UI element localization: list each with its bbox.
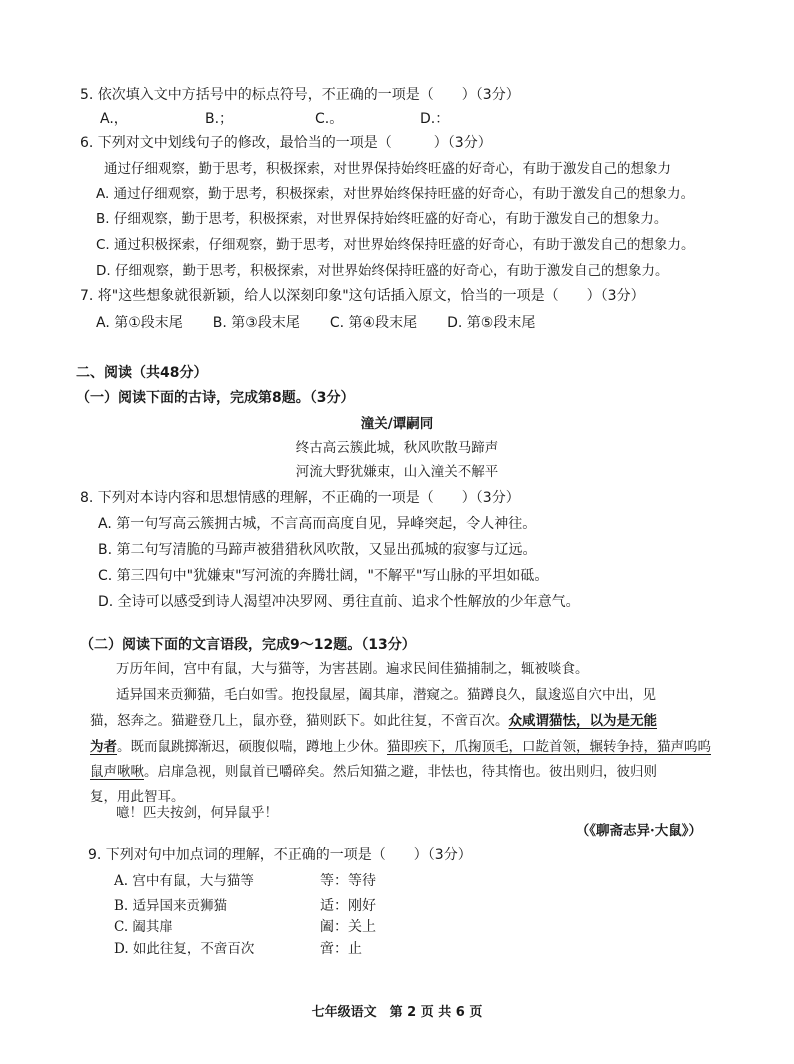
passage-paragraph-3: 噫！匹夫按剑，何异鼠乎！: [116, 805, 278, 821]
q8-option-c: C. 第三四句中"犹嫌束"写河流的奔腾壮阔，"不解平"写山脉的平坦如砥。: [98, 568, 549, 584]
q8-option-d: D. 全诗可以感受到诗人渴望冲决罗网、勇往直前、追求个性解放的少年意气。: [98, 594, 580, 610]
q9-gloss-d: 啻：止: [320, 941, 362, 957]
passage-paragraph-1: 万历年间，宫中有鼠，大与猫等，为害甚剧。遍求民间佳猫捕制之，辄被啖食。: [116, 661, 589, 677]
q8-option-a: A. 第一句写高云簇拥古城，不言高而高度自见，异峰突起，令人神往。: [98, 516, 537, 532]
q8-option-b: B. 第二句写清脆的马蹄声被猎猎秋风吹散，又显出孤城的寂寥与辽远。: [98, 542, 537, 558]
poem-title: 潼关/谭嗣同: [360, 416, 434, 432]
passage-underlined-sentence-2: 猫即疾下，爪掬顶毛，口龁首领，辗转争持，猫声呜呜: [387, 739, 711, 755]
q9-gloss-a: 等：等待: [320, 873, 376, 889]
q7-option-c: C. 第④段末尾: [329, 315, 418, 331]
q9-item-d: D. 如此往复，不啻百次: [114, 941, 255, 957]
passage-text: 。启扉急视，则鼠首已嚼碎矣。然后知猫之避，非怯也，待其惰也。彼出则归，彼归则: [144, 764, 657, 780]
q5-option-c: C.。: [315, 111, 344, 127]
q9-gloss-c: 阖：关上: [320, 919, 376, 935]
part-1-title: （一）阅读下面的古诗，完成第8题。（3分）: [76, 390, 355, 406]
passage-paragraph-2-line-3: [90, 738, 711, 756]
q5-stem: 5. 依次填入文中方括号中的标点符号，不正确的一项是（ ）（3分）: [80, 87, 520, 103]
passage-paragraph-2-line-1: 适异国来贡狮猫，毛白如雪。抱投鼠屋，阖其扉，潜窥之。猫蹲良久，鼠逡巡自穴中出，见: [116, 687, 656, 703]
q6-stem: 6. 下列对文中划线句子的修改，最恰当的一项是（ ）（3分）: [80, 135, 492, 151]
passage-underlined-sentence-2-end: 鼠声啾啾: [90, 764, 144, 780]
q6-option-c: C. 通过积极探索，仔细观察，勤于思考，对世界始终保持旺盛的好奇心，有助于激发自己的想象力。: [96, 237, 695, 253]
part-2-title: （二）阅读下面的文言语段，完成9～12题。（13分）: [80, 637, 416, 653]
q7-option-d: D. 第⑤段末尾: [447, 315, 536, 331]
passage-text: 。既而鼠跳掷渐迟，硕腹似喘，蹲地上少休。: [117, 739, 387, 755]
q5-options: [100, 110, 449, 128]
section-2-title: 二、阅读（共48分）: [76, 365, 208, 381]
q5-option-d: D.：: [420, 111, 450, 127]
page-footer: 七年级语文 第 2 页 共 6 页: [311, 1005, 483, 1020]
q5-option-b: B.；: [205, 111, 234, 127]
passage-text: 猫，怒奔之。猫避登几上，鼠亦登，猫则跃下。如此往复，不啻百次。: [90, 713, 509, 729]
q7-option-b: B. 第③段末尾: [212, 315, 300, 331]
q6-option-a: A. 通过仔细观察，勤于思考，积极探索，对世界始终保持旺盛的好奇心，有助于激发自己的想象力。: [96, 186, 695, 202]
q9-stem: 9. 下列对句中加点词的理解，不正确的一项是（ ）（3分）: [88, 847, 472, 863]
passage-paragraph-2-line-4: [90, 763, 657, 781]
q6-original-sentence: 通过仔细观察，勤于思考，积极探索，对世界保持始终旺盛的好奇心，有助于激发自己的想象力: [104, 161, 671, 177]
q9-item-c: C. 阖其扉: [114, 919, 173, 935]
q5-option-a: A.，: [100, 111, 128, 127]
passage-paragraph-2-line-5: 复，用此智耳。: [90, 789, 185, 805]
passage-underlined-sentence-1-end: 为者: [90, 739, 117, 755]
q8-stem: 8. 下列对本诗内容和思想情感的理解，不正确的一项是（ ）（3分）: [80, 490, 520, 506]
q6-option-d: D. 仔细观察，勤于思考，积极探索，对世界始终保持旺盛的好奇心，有助于激发自己的想象力。: [96, 263, 669, 279]
q9-item-b: B. 适异国来贡狮猫: [114, 898, 228, 914]
passage-paragraph-2-line-2: [90, 712, 657, 730]
poem-line-1: 终古高云簇此城，秋风吹散马蹄声: [295, 440, 499, 456]
q9-gloss-b: 适：刚好: [320, 898, 376, 914]
q6-option-b: B. 仔细观察，勤于思考，积极探索，对世界保持始终旺盛的好奇心，有助于激发自己的想象力。: [96, 211, 668, 227]
passage-source: （《聊斋志异·大鼠》）: [575, 823, 702, 839]
poem-line-2: 河流大野犹嫌束，山入潼关不解平: [295, 464, 499, 480]
q7-option-a: A. 第①段末尾: [96, 315, 183, 331]
passage-underlined-sentence-1: 众咸谓猫怯，以为是无能: [508, 713, 657, 729]
q7-stem: 7. 将"这些想象就很新颖，给人以深刻印象"这句话插入原文，恰当的一项是（ ）（3分）: [80, 288, 645, 304]
q9-item-a: A. 宫中有鼠，大与猫等: [114, 873, 254, 889]
q7-options: [96, 314, 535, 332]
